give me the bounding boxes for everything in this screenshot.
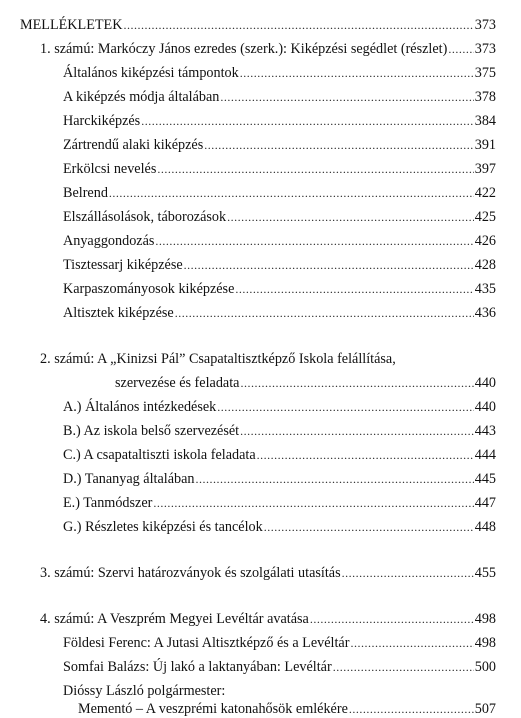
toc-entry-title: Altisztek kiképzése: [63, 305, 174, 321]
toc-entry-tisztessarj-kikepzese[interactable]: [63, 256, 496, 274]
toc-entry-page: 436: [474, 305, 496, 321]
toc-entry-page: 373: [474, 41, 496, 57]
toc-entry-csapataltiszti-iskola-feladata[interactable]: [63, 446, 496, 464]
toc-entry-page: 397: [474, 161, 496, 177]
toc-entry-erkolcsi-neveles[interactable]: [63, 160, 496, 178]
toc-entry-title: D.) Tananyag általában: [63, 471, 195, 487]
toc-entry-page: 384: [474, 113, 496, 129]
toc-entry-title: C.) A csapataltiszti iskola feladata: [63, 447, 256, 463]
leader-dots: [109, 184, 474, 202]
leader-dots: [235, 280, 473, 298]
toc-entry-page: 448: [474, 519, 496, 535]
toc-entry-page: 373: [474, 17, 496, 33]
toc-entry-title: Tisztessarj kiképzése: [63, 257, 183, 273]
toc-entry-title: Mementó – A veszprémi katonahősök emlékére: [78, 701, 348, 717]
toc-entry-title: 3. számú: Szervi határozványok és szolgálati utasítás: [40, 565, 341, 581]
toc-entry-title: A kiképzés módja általában: [63, 89, 220, 105]
toc-entry-somfai-balazs[interactable]: [63, 658, 496, 676]
leader-dots: [240, 422, 474, 440]
leader-dots: [240, 374, 473, 392]
toc-entry-reszletes-kikepzesi-tancelok[interactable]: [63, 518, 496, 536]
toc-entry-title: szervezése és feladata: [115, 375, 240, 391]
leader-dots: [350, 634, 473, 652]
leader-dots: [196, 470, 474, 488]
toc-entry-title: Belrend: [63, 185, 108, 201]
toc-entry-appendix-4[interactable]: [40, 610, 496, 628]
leader-dots: [153, 494, 473, 512]
toc-entry-page: 435: [474, 281, 496, 297]
toc-entry-title: Erkölcsi nevelés: [63, 161, 157, 177]
toc-entry-elszallasolasok[interactable]: [63, 208, 496, 226]
toc-entry-title: Somfai Balázs: Új lakó a laktanyában: Levéltár: [63, 659, 332, 675]
leader-dots: [240, 64, 474, 82]
leader-dots: [448, 40, 473, 58]
toc-entry-title: E.) Tanmódszer: [63, 495, 153, 511]
toc-entry-page: 498: [474, 611, 496, 627]
toc-entry-appendix-2-line1[interactable]: 2. számú: A „Kinizsi Pál” Csapataltisztképző Iskola felállítása,: [40, 351, 396, 367]
toc-entry-tananyag-altalaban[interactable]: [63, 470, 496, 488]
leader-dots: [204, 136, 473, 154]
toc-entry-page: 507: [474, 701, 496, 717]
toc-entry-zartrendu-alaki-kikepzes[interactable]: [63, 136, 496, 154]
toc-entry-tanmodszer[interactable]: [63, 494, 496, 512]
toc-entry-mellekletek[interactable]: [20, 16, 496, 34]
toc-entry-page: 440: [474, 399, 496, 415]
toc-entry-harckikepzes[interactable]: [63, 112, 496, 130]
toc-entry-memento[interactable]: [78, 700, 496, 718]
toc-entry-page: 391: [474, 137, 496, 153]
leader-dots: [184, 256, 474, 274]
leader-dots: [157, 160, 473, 178]
toc-entry-page: 422: [474, 185, 496, 201]
toc-entry-page: 500: [474, 659, 496, 675]
leader-dots: [264, 518, 474, 536]
leader-dots: [333, 658, 474, 676]
toc-entry-page: 443: [474, 423, 496, 439]
toc-entry-title: Harckiképzés: [63, 113, 141, 129]
toc-entry-title: A.) Általános intézkedések: [63, 399, 217, 415]
leader-dots: [217, 398, 473, 416]
leader-dots: [257, 446, 474, 464]
leader-dots: [349, 700, 474, 718]
toc-entry-page: 455: [474, 565, 496, 581]
toc-entry-appendix-2[interactable]: [115, 374, 496, 392]
leader-dots: [220, 88, 473, 106]
toc-entry-title: Anyaggondozás: [63, 233, 155, 249]
toc-entry-appendix-1[interactable]: [40, 40, 496, 58]
leader-dots: [227, 208, 474, 226]
toc-entry-title: Általános kiképzési támpontok: [63, 65, 239, 81]
toc-entry-page: 445: [474, 471, 496, 487]
toc-entry-title: Elszállásolások, táborozások: [63, 209, 227, 225]
toc-entry-page: 498: [474, 635, 496, 651]
toc-entry-page: 375: [474, 65, 496, 81]
toc-entry-appendix-3[interactable]: [40, 564, 496, 582]
toc-entry-kikepzes-modja[interactable]: [63, 88, 496, 106]
toc-entry-title: Karpaszományosok kiképzése: [63, 281, 235, 297]
toc-entry-page: 444: [474, 447, 496, 463]
leader-dots: [123, 16, 473, 34]
toc-entry-title: MELLÉKLETEK: [20, 17, 123, 33]
toc-entry-page: 447: [474, 495, 496, 511]
toc-entry-belrend[interactable]: [63, 184, 496, 202]
toc-entry-iskola-belso-szervezese[interactable]: [63, 422, 496, 440]
leader-dots: [141, 112, 474, 130]
toc-entry-page: 426: [474, 233, 496, 249]
toc-entry-page: 425: [474, 209, 496, 225]
toc-entry-title: 4. számú: A Veszprém Megyei Levéltár avatása: [40, 611, 309, 627]
toc-entry-title: G.) Részletes kiképzési és tancélok: [63, 519, 263, 535]
toc-entry-page: 378: [474, 89, 496, 105]
toc-entry-karpaszomanyosok[interactable]: [63, 280, 496, 298]
leader-dots: [175, 304, 474, 322]
toc-entry-anyaggondozas[interactable]: [63, 232, 496, 250]
toc-entry-altalanos-kikepzesi-tampontok[interactable]: [63, 64, 496, 82]
toc-entry-title: Földesi Ferenc: A Jutasi Altisztképző és a Levéltár: [63, 635, 350, 651]
toc-entry-title: B.) Az iskola belső szervezését: [63, 423, 240, 439]
toc-entry-altisztek-kikepzese[interactable]: [63, 304, 496, 322]
toc-entry-title: Zártrendű alaki kiképzés: [63, 137, 204, 153]
leader-dots: [342, 564, 474, 582]
toc-entry-altalanos-intezkedesek[interactable]: [63, 398, 496, 416]
leader-dots: [310, 610, 474, 628]
toc-entry-foldesi-ferenc[interactable]: [63, 634, 496, 652]
leader-dots: [155, 232, 473, 250]
toc-entry-diossy-laszlo-line1[interactable]: Dióssy László polgármester:: [63, 683, 226, 699]
toc-entry-page: 428: [474, 257, 496, 273]
toc-entry-title: 1. számú: Markóczy János ezredes (szerk.): Kiképzési segédlet (részlet): [40, 41, 448, 57]
toc-entry-page: 440: [474, 375, 496, 391]
